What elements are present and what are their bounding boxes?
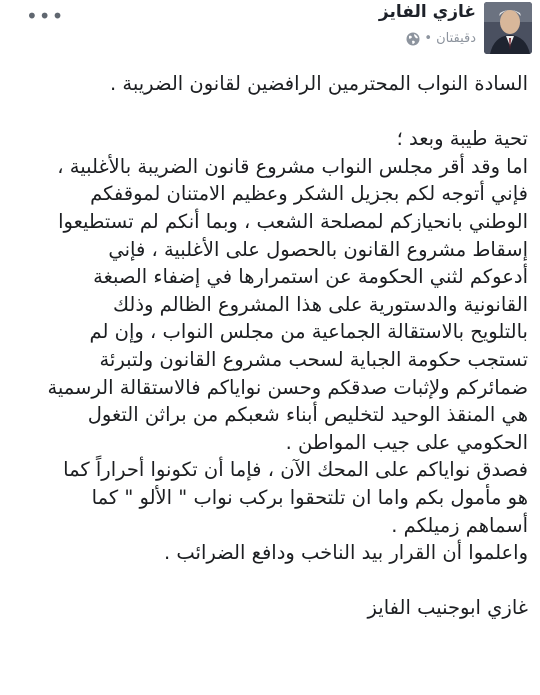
post-line: الوطني بانحيازكم لمصلحة الشعب ، وبما أنكم لم تستطيعوا xyxy=(58,209,528,233)
author-avatar[interactable] xyxy=(484,2,532,54)
post-body xyxy=(12,70,528,622)
post-line: واعلموا أن القرار بيد الناخب ودافع الضرائب . xyxy=(163,541,528,565)
post-line: إسقاط مشروع القانون بالحصول على الأغلبية ، فإني xyxy=(108,237,528,261)
more-options-icon[interactable]: ••• xyxy=(26,4,65,28)
post-meta xyxy=(406,31,476,46)
post-line: فصدق نواياكم على المحك الآن ، فإما أن تكونوا أحراراً كما xyxy=(63,458,528,482)
post-line: فإني أتوجه لكم بجزيل الشكر وعظيم الامتنان لموقفكم xyxy=(90,182,528,206)
meta-separator: • xyxy=(424,31,433,46)
post-signature: غازي ابوجنيب الفايز xyxy=(367,596,528,620)
post-line: أسماهم زميلكم . xyxy=(391,513,528,537)
post-line: اما وقد أقر مجلس النواب مشروع قانون الضريبة بالأغلبية ، xyxy=(57,154,528,178)
globe-icon[interactable] xyxy=(406,32,420,46)
paragraph-gap xyxy=(12,98,528,126)
paragraph-gap xyxy=(12,567,528,595)
post-line: تحية طيبة وبعد ؛ xyxy=(396,127,528,151)
post-line: أدعوكم لثني الحكومة عن استمرارها في إضفاء الصبغة xyxy=(93,265,528,289)
author-name[interactable]: غازي الفايز xyxy=(378,2,476,22)
post-line: الحكومي على جيب المواطن . xyxy=(285,430,528,454)
post-line: السادة النواب المحترمين الرافضين لقانون الضريبة . xyxy=(110,72,528,95)
post-line: تستجب حكومة الجباية لسحب مشروع القانون ولتبرئة xyxy=(99,347,528,371)
post-line: ضمائركم ولإثبات صدقكم وحسن نواياكم فالاستقالة الرسمية xyxy=(47,375,528,399)
post-line: هي المنقذ الوحيد لتخليص أبناء شعبكم من براثن التغول xyxy=(87,403,528,427)
post-line: بالتلويح بالاستقالة الجماعية من مجلس النواب ، وإن لم xyxy=(89,320,528,344)
avatar-photo xyxy=(484,2,532,54)
post-header xyxy=(0,0,540,62)
post-time[interactable]: دقيقتان xyxy=(436,31,476,46)
post-line: هو مأمول بكم واما ان تلتحقوا بركب نواب " الألو " كما xyxy=(91,485,528,509)
post-line: القانونية والدستورية على هذا المشروع الظالم وذلك xyxy=(112,292,528,316)
